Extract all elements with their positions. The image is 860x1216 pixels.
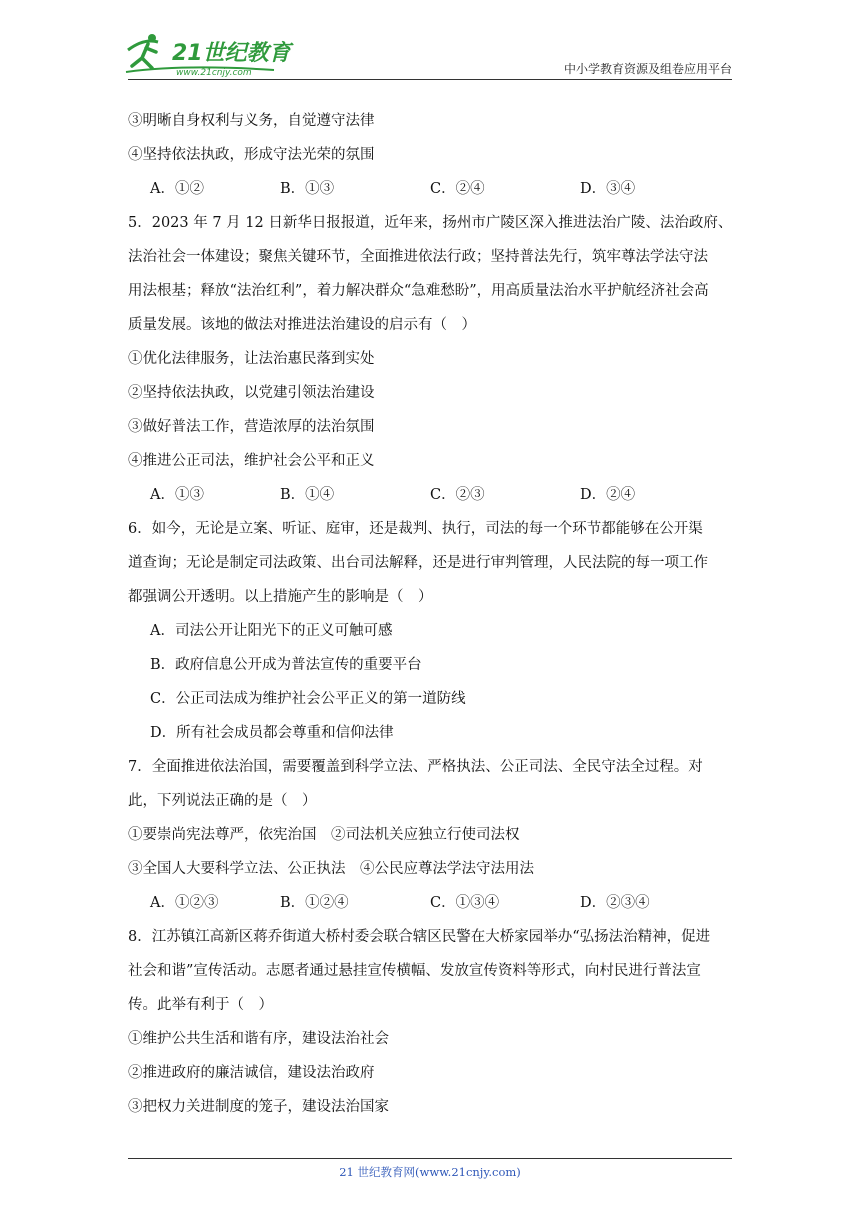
q6-option-a[interactable]: A．司法公开让阳光下的正义可触可感 — [150, 623, 393, 639]
q7-option-a[interactable]: A．①②③ — [150, 895, 219, 911]
q5-options — [128, 478, 732, 512]
q4-item-3: ③明晰自身权利与义务，自觉遵守法律 — [128, 113, 375, 129]
q5-stem-line-1: 5．2023 年 7 月 12 日新华日报报道，近年来，扬州市广陵区深入推进法治广陵、法治政府、 — [128, 215, 733, 231]
footer-link[interactable]: 21 世纪教育网(www.21cnjy.com) — [339, 1165, 521, 1179]
q8-item-2: ②推进政府的廉洁诚信，建设法治政府 — [128, 1065, 375, 1081]
q7-option-d[interactable]: D．②③④ — [580, 895, 650, 911]
q5-option-a[interactable]: A．①③ — [150, 487, 204, 503]
q5-stem-line-4: 质量发展。该地的做法对推进法治建设的启示有（ ） — [128, 317, 476, 333]
page-header — [0, 0, 860, 84]
q4-options — [128, 172, 732, 206]
q7-option-b[interactable]: B．①②④ — [280, 895, 349, 911]
svg-text:www.21cnjy.com: www.21cnjy.com — [176, 68, 252, 78]
q8-item-1: ①维护公共生活和谐有序，建设法治社会 — [128, 1031, 389, 1047]
exam-content — [128, 104, 732, 1124]
header-platform-text: 中小学教育资源及组卷应用平台 — [563, 62, 732, 76]
q7-stem-line-2: 此，下列说法正确的是（ ） — [128, 793, 317, 809]
q5-item-3: ③做好普法工作，营造浓厚的法治氛围 — [128, 419, 375, 435]
q4-option-d[interactable]: D．③④ — [580, 181, 636, 197]
q6-option-c[interactable]: C．公正司法成为维护社会公平正义的第一道防线 — [150, 691, 466, 707]
q7-options — [128, 886, 732, 920]
q8-stem-line-3: 传。此举有利于（ ） — [128, 997, 273, 1013]
q5-item-4: ④推进公正司法，维护社会公平和正义 — [128, 453, 375, 469]
21cnjy-logo — [124, 30, 294, 80]
q5-item-1: ①优化法律服务，让法治惠民落到实处 — [128, 351, 375, 367]
q4-option-b[interactable]: B．①③ — [280, 181, 335, 197]
q4-option-a[interactable]: A．①② — [150, 181, 204, 197]
q5-option-d[interactable]: D．②④ — [580, 487, 636, 503]
q6-option-d[interactable]: D．所有社会成员都会尊重和信仰法律 — [150, 725, 394, 741]
svg-text:21世纪教育: 21世纪教育 — [172, 41, 291, 66]
q4-item-4: ④坚持依法执政，形成守法光荣的氛围 — [128, 147, 375, 163]
q6-stem-line-3: 都强调公开透明。以上措施产生的影响是（ ） — [128, 589, 433, 605]
q6-stem-line-2: 道查询；无论是制定司法政策、出台司法解释，还是进行审判管理，人民法院的每一项工作 — [128, 555, 708, 571]
q7-items-1-2: ①要崇尚宪法尊严，依宪治国 ②司法机关应独立行使司法权 — [128, 827, 520, 843]
q5-item-2: ②坚持依法执政，以党建引领法治建设 — [128, 385, 375, 401]
q8-stem-line-1: 8．江苏镇江高新区蒋乔街道大桥村委会联合辖区民警在大桥家园举办“弘扬法治精神，促进 — [128, 929, 711, 945]
q4-option-c[interactable]: C．②④ — [430, 181, 485, 197]
q5-stem-line-2: 法治社会一体建设；聚焦关键环节，全面推进依法行政；坚持普法先行，筑牢尊法学法守法 — [128, 249, 708, 265]
q5-option-b[interactable]: B．①④ — [280, 487, 335, 503]
q6-stem-line-1: 6．如今，无论是立案、听证、庭审，还是裁判、执行，司法的每一个环节都能够在公开渠 — [128, 521, 703, 537]
q8-stem-line-2: 社会和谐”宣传活动。志愿者通过悬挂宣传横幅、发放宣传资料等形式，向村民进行普法宣 — [128, 963, 701, 979]
q5-stem-line-3: 用法根基；释放“法治红利”，着力解决群众“急难愁盼”，用高质量法治水平护航经济社会高 — [128, 283, 709, 299]
q7-items-3-4: ③全国人大要科学立法、公正执法 ④公民应尊法学法守法用法 — [128, 861, 534, 877]
q5-option-c[interactable]: C．②③ — [430, 487, 485, 503]
q7-option-c[interactable]: C．①③④ — [430, 895, 500, 911]
footer-divider — [128, 1158, 732, 1159]
header-divider — [128, 79, 732, 80]
q6-option-b[interactable]: B．政府信息公开成为普法宣传的重要平台 — [150, 657, 422, 673]
q8-item-3: ③把权力关进制度的笼子，建设法治国家 — [128, 1099, 389, 1115]
q7-stem-line-1: 7．全面推进依法治国，需要覆盖到科学立法、严格执法、公正司法、全民守法全过程。对 — [128, 759, 703, 775]
